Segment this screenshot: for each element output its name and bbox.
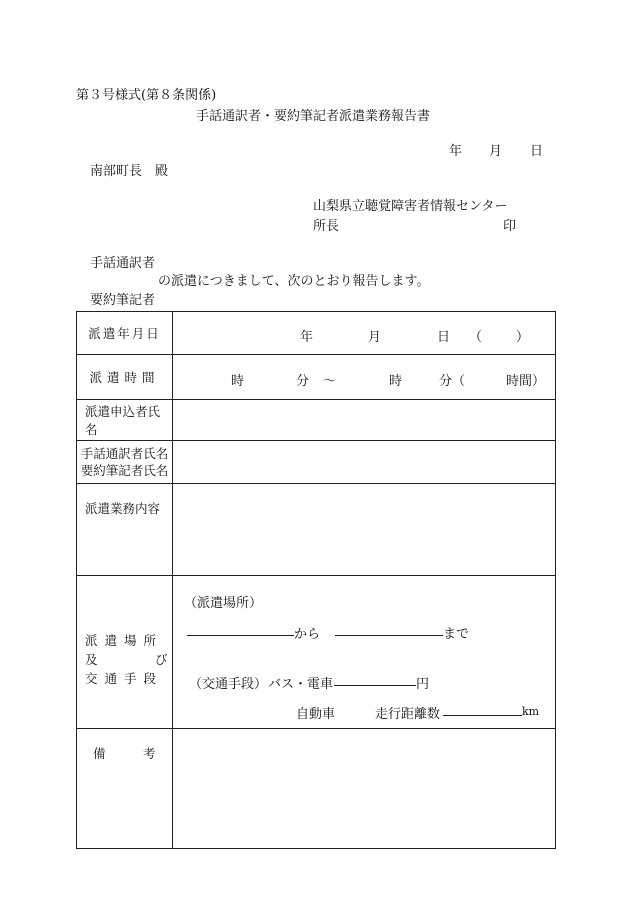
report-table: [76, 311, 556, 849]
recipient: 南部町長 殿: [90, 164, 169, 179]
remarks-field[interactable]: [173, 729, 556, 849]
form-number: 第３号様式(第８条関係): [76, 88, 217, 103]
date-year: 年: [300, 330, 314, 345]
task-content-label: 派遣業務内容: [77, 484, 173, 576]
date-day: 日: [437, 330, 451, 345]
remarks-label: 備 考: [77, 729, 173, 849]
car-label: 自動車: [296, 707, 336, 722]
date-day-label: 日: [530, 144, 544, 159]
table-row: [77, 484, 556, 576]
time-hour-start: 時: [231, 374, 245, 389]
date-month-label: 月: [489, 144, 503, 159]
intro-interpreter: 手話通訳者: [90, 256, 156, 271]
bus-train-label: バス・電車: [268, 677, 334, 692]
fare-line[interactable]: [334, 673, 416, 686]
seal-mark: 印: [503, 219, 517, 234]
weekday-open: （: [469, 330, 483, 345]
yen-label: 円: [416, 677, 430, 692]
table-row: [77, 576, 556, 729]
dispatch-time-label: 派遣時間: [77, 355, 173, 400]
dispatch-date-label: 派遣年月日: [77, 312, 173, 355]
time-tilde: ～: [323, 374, 337, 389]
time-minute-end: 分（: [439, 374, 466, 389]
task-content-field[interactable]: [173, 484, 556, 576]
km-label: km: [522, 705, 540, 718]
from-label: から: [294, 627, 321, 642]
table-row: [77, 355, 556, 400]
document-title: 手話通訳者・要約筆記者派遣業務報告書: [196, 109, 431, 124]
interpreter-name-field[interactable]: [173, 441, 556, 484]
interpreter-name-label: 手話通訳者氏名 要約筆記者氏名: [77, 441, 173, 484]
sender-title: 所長: [313, 219, 340, 234]
transport-heading: （交通手段）: [189, 677, 268, 692]
weekday-close: ）: [516, 330, 530, 345]
place-heading: （派遣場所）: [184, 596, 263, 611]
intro-summary-writer: 要約筆記者: [90, 293, 156, 308]
from-place-line[interactable]: [187, 623, 294, 636]
place-transport-label: 派遣場所 及 び 交通手段: [77, 576, 173, 729]
time-hour-end: 時: [389, 374, 403, 389]
table-row: [77, 312, 556, 355]
to-label: まで: [443, 627, 470, 642]
dispatch-date-field[interactable]: [173, 312, 556, 355]
table-row: [77, 441, 556, 484]
to-place-line[interactable]: [335, 623, 443, 636]
intro-text: の派遣につきまして、次のとおり報告します。: [158, 274, 430, 289]
requester-name-field[interactable]: [173, 400, 556, 441]
table-row: [77, 729, 556, 849]
distance-label: 走行距離数: [375, 707, 441, 722]
date-year-label: 年: [449, 144, 463, 159]
time-minute-start: 分: [296, 374, 310, 389]
date-month: 月: [368, 330, 382, 345]
dispatch-time-field[interactable]: [173, 355, 556, 400]
time-total-hours: 時間）: [506, 374, 546, 389]
table-row: [77, 400, 556, 441]
distance-line[interactable]: [443, 703, 522, 716]
place-transport-field[interactable]: [173, 576, 556, 729]
requester-name-label: 派遣申込者氏名: [77, 400, 173, 441]
sender-organization: 山梨県立聴覚障害者情報センター: [313, 199, 508, 214]
